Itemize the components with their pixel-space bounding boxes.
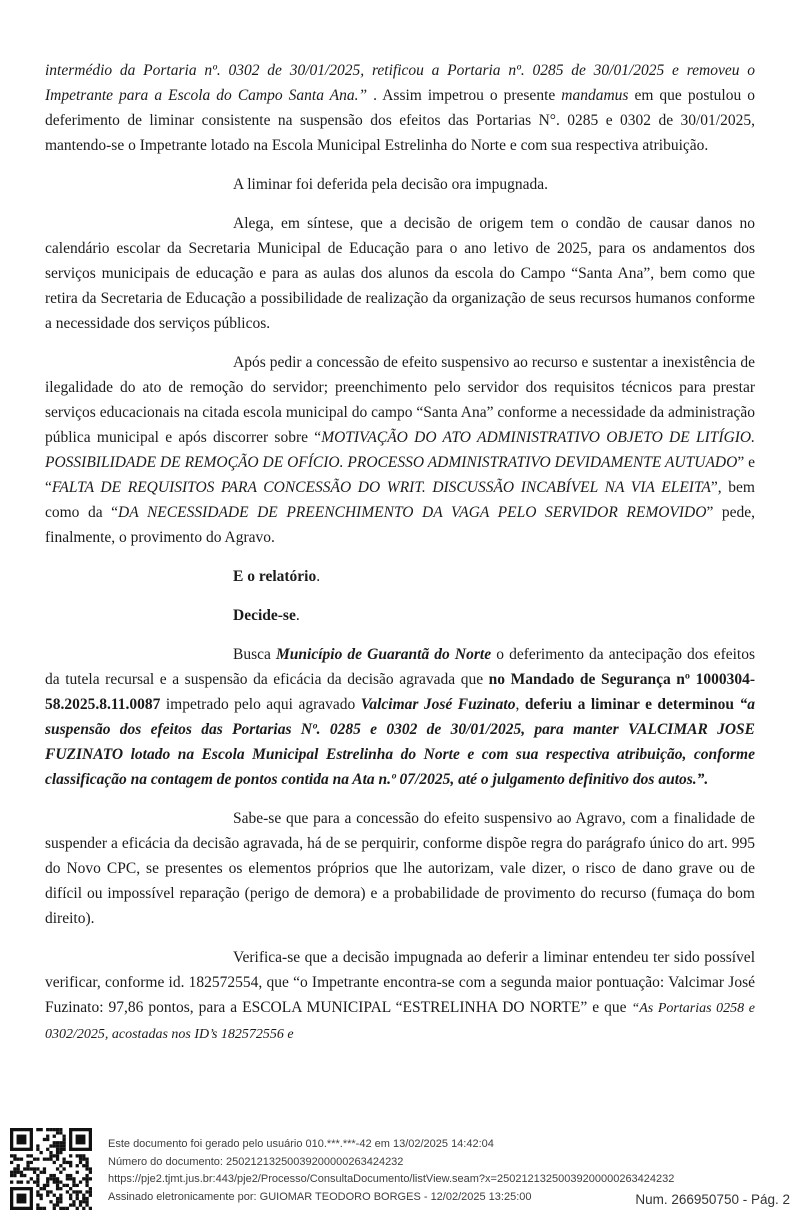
body-paragraph [45, 603, 755, 628]
body-paragraph [45, 642, 755, 792]
text-run: Valcimar José Fuzinato [360, 696, 516, 713]
text-run: em que postulou o deferimento de liminar consistente na suspensão dos efeitos das Portarias N°. 0285 e 0302 de 30/01/2025, mantendo-se o Impetrante lotado na Escola Municipal Estrelinha do Norte e com sua respectiva atribuição. [45, 87, 755, 154]
page-footer [0, 1126, 800, 1226]
text-run: ” pede, finalmente, o provimento do Agravo. [45, 504, 756, 546]
text-run: “a suspensão dos efeitos das Portarias Nº. 0285 e 0302 de 30/01/2025, para manter VALCIMAR JOSE FUZINATO lotado na Escola Municipal Estrelinha do Norte e com sua respectiva atribuição, conforme classificação na contagem de pontos contida na Ata n.º 07/2025, até o julgamento definitivo dos autos.”. [45, 696, 756, 788]
text-run: Após pedir a concessão de efeito suspensivo ao recurso e sustentar a inexistência de ilegalidade do ato de remoção do servidor; preenchimento pelo servidor dos requisitos técnicos para prestar serviços educacionais na citada escola municipal do campo “Santa Ana” conforme a necessidade da administração pública municipal e após discorrer sobre “ [45, 354, 755, 446]
footer-metadata-lines [108, 1136, 674, 1206]
document-body [45, 58, 755, 1061]
body-paragraph [45, 58, 755, 158]
text-run: ”, bem como da “ [45, 479, 755, 521]
footer-line: Número do documento: 25021213250039200000263424232 [108, 1155, 404, 1168]
qr-code-icon [10, 1128, 92, 1210]
body-paragraph [45, 945, 755, 1047]
footer-line: Este documento foi gerado pelo usuário 010.***.***-42 em 13/02/2025 14:42:04 [108, 1138, 494, 1150]
text-run: impetrado pelo aqui agravado [160, 696, 361, 713]
text-run: no Mandado de Segurança nº 1000304-58.2025.8.11.0087 [45, 671, 755, 713]
page-number: Num. 266950750 - Pág. 2 [635, 1192, 790, 1207]
body-paragraph [45, 350, 755, 550]
body-paragraph [45, 211, 755, 336]
text-run: MOTIVAÇÃO DO ATO ADMINISTRATIVO OBJETO DE LITÍGIO. POSSIBILIDADE DE REMOÇÃO DE OFÍCIO. PROCESSO ADMINISTRATIVO DEVIDAMENTE AUTUADO [45, 429, 755, 471]
text-run: Busca [233, 646, 276, 663]
text-run: A liminar foi deferida pela decisão ora impugnada. [233, 176, 549, 193]
text-run: Decide-se [233, 607, 296, 624]
text-run: o deferimento da antecipação dos efeitos da tutela recursal e a suspensão da eficácia da decisão agravada que [45, 646, 756, 688]
body-paragraph [45, 806, 755, 931]
text-run: Município de Guarantã do Norte [276, 646, 492, 663]
text-run: “As Portarias 0258 e 0302/2025, acostadas nos ID’s 182572556 e [45, 1001, 755, 1042]
text-run: , [515, 696, 525, 713]
text-run: E o relatório [233, 568, 317, 585]
text-run: . [316, 568, 321, 585]
text-run: mandamus [561, 87, 629, 104]
text-run: Sabe-se que para a concessão do efeito suspensivo ao Agravo, com a finalidade de suspender a eficácia da decisão agravada, há de se perquirir, conforme dispõe regra do parágrafo único do art. 995 do Novo CPC, se presentes os elementos próprios que lhe autorizam, vale dizer, o risco de dano grave ou de difícil ou impossível reparação (perigo de demora) e a probabilidade de provimento do recurso (fumaça do bom direito). [45, 810, 755, 927]
text-run: Alega, em síntese, que a decisão de origem tem o condão de causar danos no calendário escolar da Secretaria Municipal de Educação para o ano letivo de 2025, para os andamentos dos serviços municipais de educação e para as aulas dos alunos da escola do Campo “Santa Ana”, bem como que retira da Secretaria de Educação a possibilidade de realização da organização de seus recursos humanos conforme a necessidade dos serviços públicos. [45, 215, 755, 332]
text-run: deferiu a liminar e determinou [524, 696, 740, 713]
text-run: . [295, 607, 300, 624]
body-paragraph [45, 564, 755, 589]
text-run: DA NECESSIDADE DE PREENCHIMENTO DA VAGA PELO SERVIDOR REMOVIDO [118, 504, 707, 521]
text-run: ” e “ [45, 454, 755, 496]
text-run: Verifica-se que a decisão impugnada ao deferir a liminar entendeu ter sido possível verificar, conforme id. 182572554, que “o Impetrante encontra-se com a segunda maior pontuação: Valcimar José Fuzinato: 97,86 pontos, para a ESCOLA MUNICIPAL “ESTRELINHA DO NORTE” e que [45, 949, 755, 1016]
text-run: FALTA DE REQUISITOS PARA CONCESSÃO DO WRIT. DISCUSSÃO INCABÍVEL NA VIA ELEITA [51, 479, 711, 496]
text-run: intermédio da Portaria nº. 0302 de 30/01/2025, retificou a Portaria nº. 0285 de 30/01/2025 e removeu o Impetrante para a Escola do Campo Santa Ana.” [45, 62, 755, 104]
footer-line: https://pje2.tjmt.jus.br:443/pje2/Processo/ConsultaDocumento/listView.seam?x=25021213250039200000263424232 [108, 1173, 675, 1185]
body-paragraph [45, 172, 755, 197]
text-run: . Assim impetrou o presente [367, 87, 562, 104]
footer-line: Assinado eletronicamente por: GUIOMAR TEODORO BORGES - 12/02/2025 13:25:00 [108, 1190, 532, 1203]
